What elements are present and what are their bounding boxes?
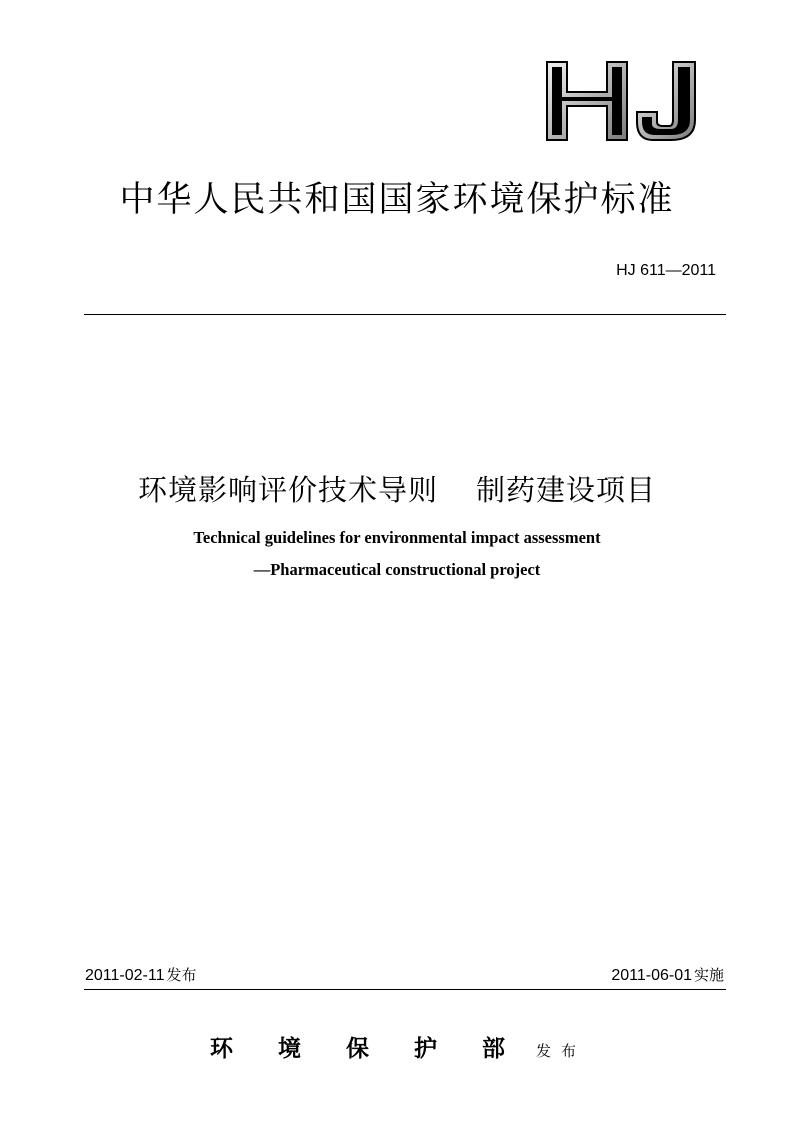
release-label: 发布 — [166, 966, 197, 984]
release-date-block — [85, 964, 196, 985]
issuer-name: 环境保护部 — [210, 1035, 550, 1062]
effective-date-block — [611, 964, 724, 985]
title-en-line1: Technical guidelines for environmental impact assessment — [193, 528, 601, 547]
release-date: 2011-02-11 — [85, 967, 165, 984]
title-cn-sub: 制药建设项目 — [476, 473, 657, 507]
standard-title: 中华人民共和国国家环境保护标准 — [119, 180, 675, 220]
title-en-line2: —Pharmaceutical constructional project — [253, 560, 541, 579]
top-divider — [84, 314, 726, 315]
effective-date: 2011-06-01 — [611, 967, 692, 984]
title-cn-main: 环境影响评价技术导则 — [137, 473, 438, 507]
issuer-line — [210, 1030, 586, 1063]
hj-logo — [545, 60, 705, 142]
document-title-cn — [0, 468, 794, 509]
bottom-divider — [84, 989, 726, 990]
effective-label: 实施 — [693, 966, 724, 984]
issuer-action: 发布 — [536, 1042, 587, 1060]
standard-code: HJ 611—2011 — [616, 262, 716, 279]
